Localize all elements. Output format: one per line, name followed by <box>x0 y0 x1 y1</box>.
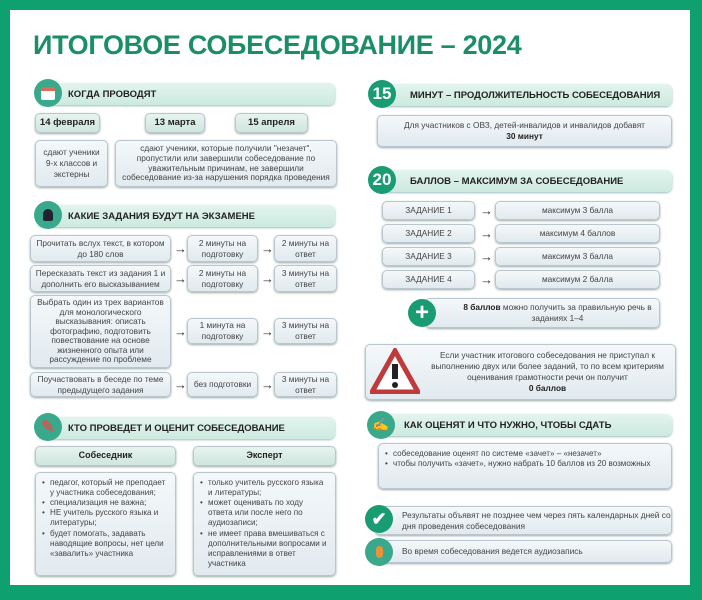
bonus-bold: 8 баллов <box>463 302 501 312</box>
task-row-2-answer: 3 минуты на ответ <box>274 265 337 292</box>
arrow-icon: → <box>261 324 274 339</box>
duration-header: МИНУТ – ПРОДОЛЖИТЕЛЬНОСТЬ СОБЕСЕДОВАНИЯ <box>380 84 672 106</box>
bonus-box <box>425 298 660 328</box>
check-icon: ✔ <box>365 505 393 533</box>
arrow-icon: → <box>480 249 493 264</box>
grading-header: КАК ОЦЕНЯТ И ЧТО НУЖНО, ЧТОБЫ СДАТЬ <box>378 414 672 436</box>
score-max-2: максимум 4 баллов <box>495 224 660 243</box>
pencil-icon: ✎ <box>34 413 62 441</box>
list-item: • НЕ учитель русского языка и литературы; <box>42 508 169 528</box>
grading-list <box>378 443 672 489</box>
bonus-text: можно получить за правильную речь в заданиях 1–4 <box>502 302 652 323</box>
score-max-4: максимум 2 балла <box>495 270 660 289</box>
duration-note: Для участников с ОВЗ, детей-инвалидов и инвалидов добавят <box>403 120 645 131</box>
list-item: • чтобы получить «зачет», нужно набрать 10 баллов из 20 возможных <box>385 459 665 469</box>
interlocutor-title: Собеседник <box>35 446 176 466</box>
score-max-3: максимум 3 балла <box>495 247 660 266</box>
score-task-3: ЗАДАНИЕ 3 <box>382 247 475 266</box>
task-row-3-prep: 1 минута на подготовку <box>187 318 258 344</box>
warning-icon <box>370 348 420 394</box>
who-header: КТО ПРОВЕДЕТ И ОЦЕНИТ СОБЕСЕДОВАНИЕ <box>38 417 335 439</box>
tasks-header: КАКИЕ ЗАДАНИЯ БУДУТ НА ЭКЗАМЕНЕ <box>38 205 335 227</box>
duration-note-box <box>377 115 672 147</box>
arrow-icon: → <box>480 226 493 241</box>
task-row-2-prep: 2 минуты на подготовку <box>187 265 258 292</box>
scores-header: БАЛЛОВ – МАКСИМУМ ЗА СОБЕСЕДОВАНИЕ <box>380 170 672 192</box>
expert-title: Эксперт <box>193 446 336 466</box>
infographic <box>10 10 690 585</box>
scores-number: 20 <box>368 166 396 194</box>
task-row-1-answer: 2 минуты на ответ <box>274 235 337 262</box>
audio-note: Во время собеседования ведется аудиозапись <box>375 540 672 563</box>
list-item: • не имеет права вмешиваться с дополнительными вопросами и исправлениями в ответ участника <box>200 529 329 569</box>
score-task-1: ЗАДАНИЕ 1 <box>382 201 475 220</box>
task-row-3-answer: 3 минуты на ответ <box>274 318 337 344</box>
warning-bold: 0 баллов <box>528 382 567 393</box>
list-item: • будет помогать, задавать наводящие вопросы, нет цели «завалить» участника <box>42 529 169 559</box>
results-note: Результаты объявят не позднее чем через пять календарных дней со дня проведения собеседования <box>375 506 672 535</box>
arrow-icon: → <box>174 241 187 256</box>
task-row-4-answer: 3 минуты на ответ <box>274 372 337 397</box>
warning-text: Если участник итогового собеседования не приступал к выполнению двух или более заданий, то по всем критериям оценивания грамотности речи он получит <box>431 350 664 382</box>
page-title: ИТОГОВОЕ СОБЕСЕДОВАНИЕ – 2024 <box>33 30 522 60</box>
duration-extra: 30 минут <box>506 131 543 141</box>
calendar-icon <box>34 79 62 107</box>
list-item: • педагог, который не преподает у участника собеседования; <box>42 478 169 498</box>
arrow-icon: → <box>261 377 274 392</box>
score-max-1: максимум 3 балла <box>495 201 660 220</box>
student-icon <box>34 201 62 229</box>
when-header: КОГДА ПРОВОДЯТ <box>38 83 335 105</box>
task-row-1-prep: 2 минуты на подготовку <box>187 235 258 262</box>
list-item: • только учитель русского языка и литературы; <box>200 478 329 498</box>
arrow-icon: → <box>261 271 274 286</box>
when-desc-retake: сдают ученики, которые получили "незачет", пропустили или завершили собеседование по уважительным причинам, не завершили собеседование из-за нарушения порядка проведения <box>115 140 337 187</box>
score-task-4: ЗАДАНИЕ 4 <box>382 270 475 289</box>
date-3: 15 апреля <box>235 113 308 133</box>
task-row-3-text: Выбрать один из трех вариантов для монологического высказывания: описать фотографию, подготовить повествование на основе жизненного опыта или рассуждение по проблеме <box>30 295 171 368</box>
list-item: • собеседование оценят по системе «зачет» – «незачет» <box>385 449 665 459</box>
document-icon: ✍ <box>367 411 395 439</box>
when-desc-main: сдают ученики 9-х классов и экстерны <box>35 140 108 187</box>
list-item: • специализация не важна; <box>42 498 169 508</box>
date-1: 14 февраля <box>35 113 100 133</box>
task-row-2-text: Пересказать текст из задания 1 и дополнить его высказыванием <box>30 265 171 292</box>
arrow-icon: → <box>174 271 187 286</box>
task-row-4-prep: без подготовки <box>187 372 258 397</box>
microphone-icon <box>365 538 393 566</box>
list-item: • может оценивать по ходу ответа или после него по аудиозаписи; <box>200 498 329 528</box>
arrow-icon: → <box>480 272 493 287</box>
arrow-icon: → <box>174 324 187 339</box>
date-2: 13 марта <box>145 113 205 133</box>
arrow-icon: → <box>261 241 274 256</box>
score-task-2: ЗАДАНИЕ 2 <box>382 224 475 243</box>
arrow-icon: → <box>174 377 187 392</box>
task-row-1-text: Прочитать вслух текст, в котором до 180 слов <box>30 235 171 262</box>
arrow-icon: → <box>480 203 493 218</box>
interlocutor-list <box>35 472 176 576</box>
expert-list <box>193 472 336 576</box>
task-row-4-text: Поучаствовать в беседе по теме предыдущего задания <box>30 372 171 397</box>
duration-number: 15 <box>368 80 396 108</box>
plus-icon: + <box>408 299 436 327</box>
